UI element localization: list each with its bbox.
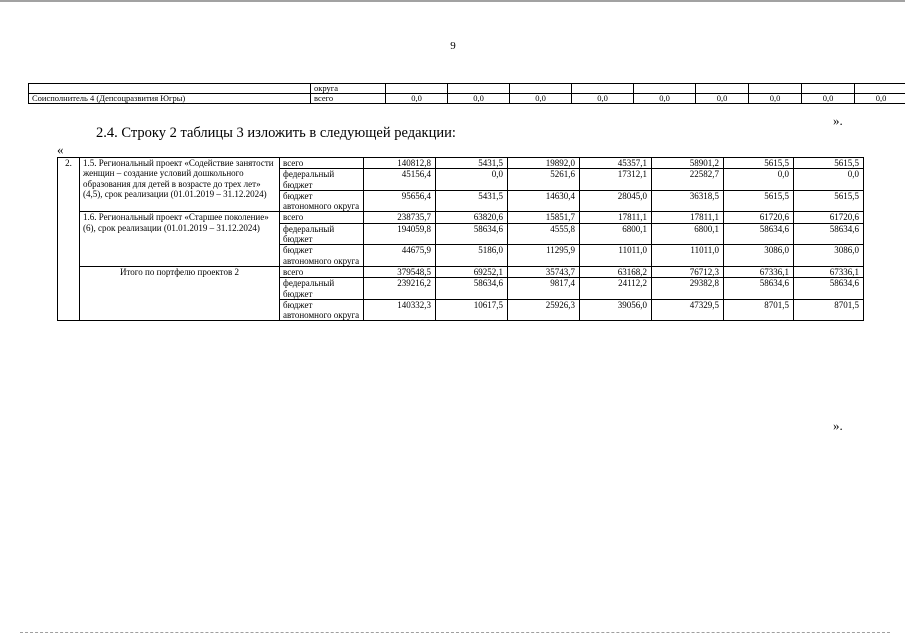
value-cell: 17312,1 — [580, 169, 652, 191]
table-row — [58, 158, 864, 169]
value-cell: 15851,7 — [508, 212, 580, 223]
value-cell: 17811,1 — [580, 212, 652, 223]
value-cell: 5615,5 — [724, 190, 794, 212]
value-cell: 24112,2 — [580, 278, 652, 300]
budget-label: бюджет автономного округа — [280, 190, 364, 212]
value-cell: 45357,1 — [580, 158, 652, 169]
value-cell: 67336,1 — [724, 266, 794, 277]
value-cell: 140332,3 — [364, 299, 436, 321]
value-cell: 58634,6 — [436, 278, 508, 300]
value-cell: 58634,6 — [724, 278, 794, 300]
value-cell: 45156,4 — [364, 169, 436, 191]
value-cell: 58634,6 — [794, 278, 864, 300]
project-name: 1.5. Региональный проект «Содействие занятости женщин – создание условий дошкольного образования для детей в возрасте до трех лет» (4,5), срок реализации (01.01.2019 – 31.12.2024) — [80, 158, 280, 212]
table-row — [58, 266, 864, 277]
value-cell: 6800,1 — [652, 223, 724, 245]
value-cell: 19892,0 — [508, 158, 580, 169]
value-cell: 6800,1 — [580, 223, 652, 245]
budget-label: всего — [311, 94, 386, 104]
budget-label: всего — [280, 212, 364, 223]
scan-edge-top — [0, 0, 905, 2]
value-cell: 5186,0 — [436, 245, 508, 267]
value-cell: 61720,6 — [724, 212, 794, 223]
value-cell: 0,0 — [802, 94, 855, 104]
value-cell: 8701,5 — [794, 299, 864, 321]
value-cell: 238735,7 — [364, 212, 436, 223]
row-label: Соисполнитель 4 (Депсоцразвития Югры) — [29, 94, 311, 104]
section-heading: 2.4. Строку 2 таблицы 3 изложить в следующей редакции: — [96, 125, 456, 141]
value-cell — [749, 84, 802, 94]
value-cell: 22582,7 — [652, 169, 724, 191]
value-cell: 36318,5 — [652, 190, 724, 212]
value-cell: 69252,1 — [436, 266, 508, 277]
value-cell: 63820,6 — [436, 212, 508, 223]
value-cell: 58634,6 — [794, 223, 864, 245]
value-cell: 3086,0 — [724, 245, 794, 267]
value-cell: 47329,5 — [652, 299, 724, 321]
value-cell: 0,0 — [510, 94, 572, 104]
value-cell: 25926,3 — [508, 299, 580, 321]
budget-label: округа — [311, 84, 386, 94]
budget-label: всего — [280, 158, 364, 169]
value-cell: 5615,5 — [724, 158, 794, 169]
value-cell — [802, 84, 855, 94]
value-cell: 58901,2 — [652, 158, 724, 169]
value-cell: 28045,0 — [580, 190, 652, 212]
value-cell — [855, 84, 905, 94]
value-cell: 3086,0 — [794, 245, 864, 267]
continuation-table — [28, 83, 905, 104]
value-cell: 5431,5 — [436, 190, 508, 212]
value-cell — [510, 84, 572, 94]
value-cell — [572, 84, 634, 94]
page-number: 9 — [450, 40, 456, 52]
value-cell: 39056,0 — [580, 299, 652, 321]
value-cell — [634, 84, 696, 94]
value-cell: 0,0 — [724, 169, 794, 191]
value-cell: 17811,1 — [652, 212, 724, 223]
value-cell: 11011,0 — [580, 245, 652, 267]
value-cell: 11295,9 — [508, 245, 580, 267]
value-cell: 9817,4 — [508, 278, 580, 300]
value-cell: 0,0 — [572, 94, 634, 104]
row-label — [29, 84, 311, 94]
value-cell: 140812,8 — [364, 158, 436, 169]
value-cell: 194059,8 — [364, 223, 436, 245]
row-number: 2. — [58, 158, 80, 321]
value-cell: 0,0 — [855, 94, 905, 104]
value-cell: 0,0 — [794, 169, 864, 191]
value-cell — [448, 84, 510, 94]
value-cell: 44675,9 — [364, 245, 436, 267]
value-cell: 61720,6 — [794, 212, 864, 223]
closing-quote: ». — [833, 418, 843, 433]
scan-edge-bottom — [20, 632, 890, 634]
value-cell: 239216,2 — [364, 278, 436, 300]
value-cell — [696, 84, 749, 94]
value-cell: 5431,5 — [436, 158, 508, 169]
value-cell: 0,0 — [696, 94, 749, 104]
value-cell: 379548,5 — [364, 266, 436, 277]
budget-label: федеральный бюджет — [280, 223, 364, 245]
value-cell: 14630,4 — [508, 190, 580, 212]
table-row — [29, 94, 905, 104]
value-cell: 0,0 — [386, 94, 448, 104]
value-cell: 8701,5 — [724, 299, 794, 321]
budget-label: бюджет автономного округа — [280, 245, 364, 267]
value-cell: 35743,7 — [508, 266, 580, 277]
value-cell: 5615,5 — [794, 190, 864, 212]
value-cell: 5261,6 — [508, 169, 580, 191]
table-row — [58, 212, 864, 223]
budget-label: федеральный бюджет — [280, 169, 364, 191]
value-cell: 95656,4 — [364, 190, 436, 212]
value-cell: 11011,0 — [652, 245, 724, 267]
value-cell: 63168,2 — [580, 266, 652, 277]
value-cell: 0,0 — [634, 94, 696, 104]
value-cell: 58634,6 — [724, 223, 794, 245]
value-cell: 29382,8 — [652, 278, 724, 300]
budget-label: всего — [280, 266, 364, 277]
budget-label: бюджет автономного округа — [280, 299, 364, 321]
value-cell: 0,0 — [749, 94, 802, 104]
closing-quote: ». — [833, 113, 843, 128]
value-cell: 0,0 — [448, 94, 510, 104]
value-cell: 67336,1 — [794, 266, 864, 277]
value-cell: 76712,3 — [652, 266, 724, 277]
value-cell: 4555,8 — [508, 223, 580, 245]
value-cell: 10617,5 — [436, 299, 508, 321]
total-label: Итого по портфелю проектов 2 — [80, 266, 280, 320]
value-cell: 58634,6 — [436, 223, 508, 245]
value-cell: 0,0 — [436, 169, 508, 191]
value-cell — [386, 84, 448, 94]
opening-quote: « — [57, 142, 64, 157]
projects-table — [57, 157, 864, 321]
budget-label: федеральный бюджет — [280, 278, 364, 300]
table-row — [29, 84, 905, 94]
project-name: 1.6. Региональный проект «Старшее поколение» (6), срок реализации (01.01.2019 – 31.12.2024) — [80, 212, 280, 266]
value-cell: 5615,5 — [794, 158, 864, 169]
